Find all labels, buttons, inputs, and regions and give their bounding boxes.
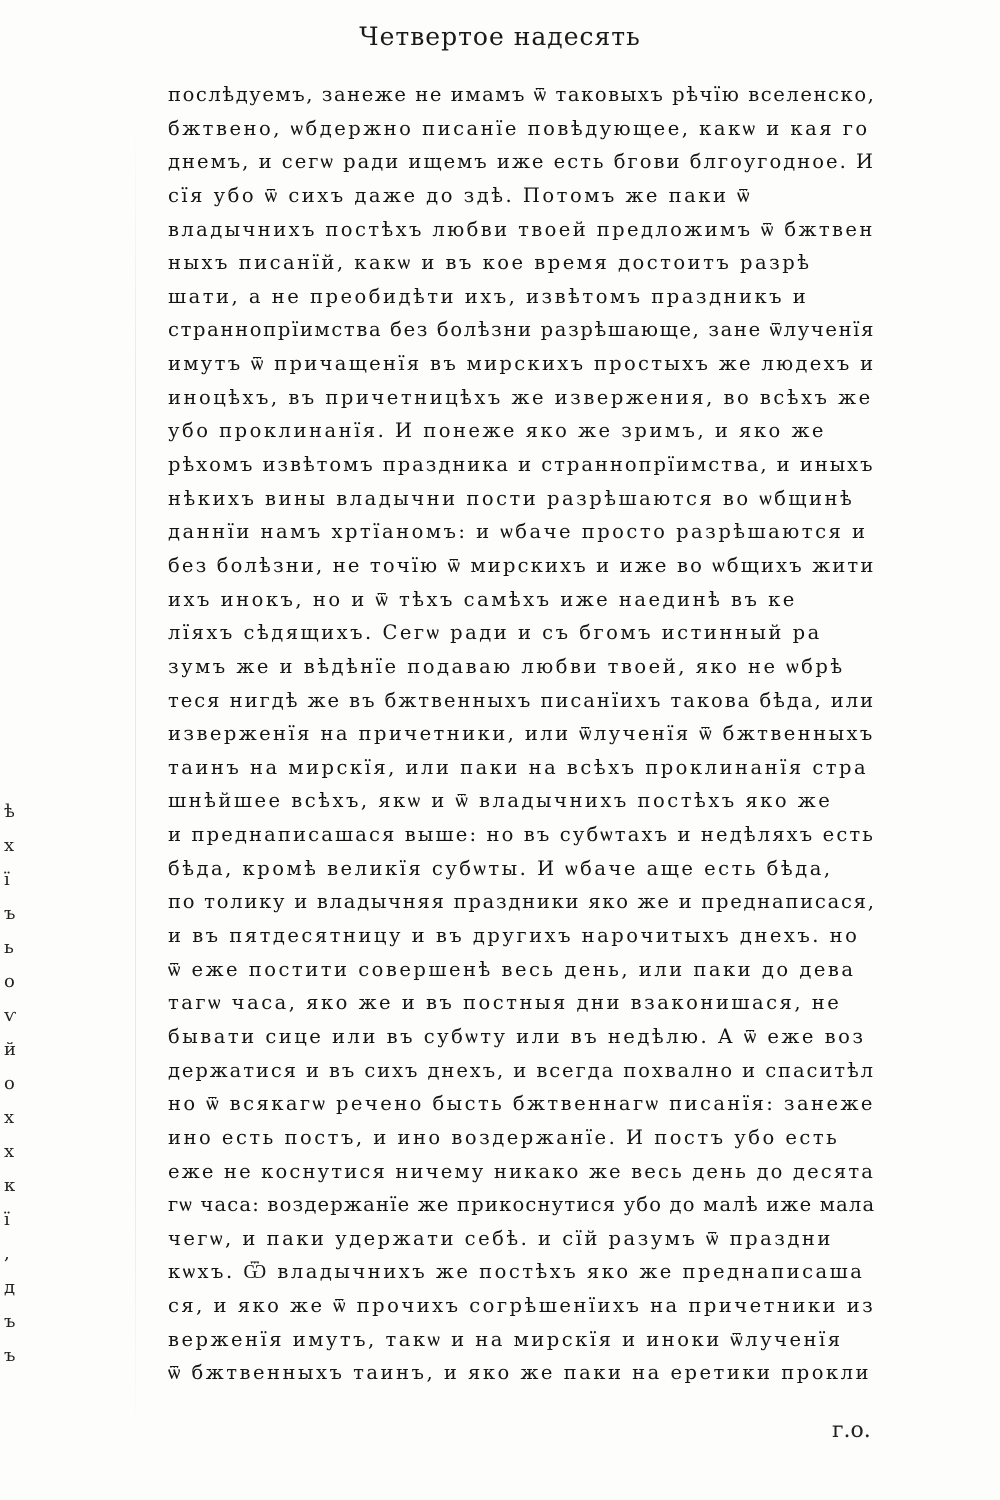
- text-line: нѣкихъ вины владычни пости разрѣшаются во ѡбщинѣ: [168, 486, 855, 510]
- text-line: бѣда, кромѣ великїя субѡты. И ѡбаче аще есть бѣда,: [168, 856, 833, 880]
- text-line: сїя убо ѿ сихъ даже до здѣ. Потомъ же паки ѿ: [168, 183, 753, 207]
- margin-glyph: д: [4, 1277, 16, 1298]
- margin-glyph: й: [4, 1039, 16, 1060]
- running-header: Четвертое надесять: [359, 22, 641, 51]
- text-line: изверженїя на причетники, или ѿлученїя ѿ бжтвенныхъ: [168, 722, 875, 746]
- text-line: кѡхъ. Ѿ владычнихъ же постѣхъ яко же преднаписаша: [168, 1260, 865, 1284]
- text-line: по толику и владычняя праздники яко же и преднаписася,: [168, 890, 876, 914]
- text-line: и преднаписашася выше: но въ субѡтахъ и недѣляхъ есть: [168, 823, 876, 847]
- text-line: гѡ часа: воздержанїе же прикоснутися убо до малѣ иже мала: [168, 1193, 876, 1217]
- text-line: держатися и въ сихъ днехъ, и всегда похвално и спаситѣл: [168, 1058, 875, 1082]
- margin-glyph: ї: [4, 869, 10, 890]
- text-line: зумъ же и вѣдѣнїе подаваю любви твоей, яко не ѡбрѣ: [168, 654, 845, 678]
- margin-glyph: ъ: [4, 1311, 16, 1332]
- margin-glyph: ї: [4, 1209, 10, 1230]
- margin-glyph: о: [4, 1073, 15, 1094]
- text-line: послѣдуемъ, занеже не имамъ ѿ таковыхъ рѣчїю вселенско,: [168, 83, 876, 106]
- text-line: ѿ еже постити совершенѣ весь день, или паки до дева: [168, 957, 856, 981]
- text-line: ихъ инокъ, но и ѿ тѣхъ самѣхъ иже наединѣ въ ке: [168, 587, 797, 611]
- text-line: рѣхомъ извѣтомъ праздника и страннопрїимства, и иныхъ: [168, 453, 875, 477]
- text-line: шнѣйшее всѣхъ, якѡ и ѿ владычнихъ постѣхъ яко же: [168, 789, 833, 813]
- text-line: имутъ ѿ причащенїя въ мирскихъ простыхъ же людехъ и: [168, 352, 876, 376]
- text-line: верженїя имутъ, такѡ и на мирскїя и иноки ѿлученїя: [168, 1327, 843, 1351]
- text-line: владычнихъ постѣхъ любви твоей предложимъ ѿ бжтвен: [168, 217, 875, 241]
- margin-glyph: ъ: [4, 903, 16, 924]
- margin-glyph: ь: [4, 937, 14, 958]
- margin-glyph: х: [4, 1141, 15, 1162]
- main-text-block: [168, 78, 888, 1390]
- margin-glyph: к: [4, 1175, 16, 1196]
- left-margin-fragments: [0, 795, 26, 1373]
- text-line: даннїи намъ хртїаномъ: и ѡбаче просто разрѣшаются и: [168, 520, 868, 544]
- text-line: еже не коснутися ничему никако же весь день до десята: [168, 1159, 876, 1183]
- text-line: таинъ на мирскїя, или паки на всѣхъ проклинанїя стра: [168, 755, 869, 779]
- margin-glyph: ъ: [4, 1345, 16, 1366]
- margin-glyph: х: [4, 1107, 15, 1128]
- margin-glyph: ,: [4, 1243, 10, 1264]
- text-line: ся, и яко же ѿ прочихъ согрѣшенїихъ на причетники из: [168, 1294, 876, 1318]
- margin-glyph: о: [4, 971, 15, 992]
- text-line: иноцѣхъ, въ причетницѣхъ же извержения, во всѣхъ же: [168, 385, 873, 409]
- text-line: ино есть постъ, и ино воздержанїе. И постъ убо есть: [168, 1125, 840, 1149]
- text-line: днемъ, и сегѡ ради ищемъ иже есть бгови блгоугодное. И: [168, 150, 876, 174]
- margin-glyph: х: [4, 835, 15, 856]
- text-line: без болѣзни, не точїю ѿ мирскихъ и иже во ѡбщихъ жити: [168, 553, 876, 577]
- text-line: теся нигдѣ же въ бжтвенныхъ писанїихъ такова бѣда, или: [168, 688, 876, 712]
- margin-glyph: ѵ: [4, 1005, 17, 1026]
- text-line: и въ пятдесятницу и въ другихъ нарочитыхъ днехъ. но: [168, 924, 860, 948]
- text-line: шати, а не преобидѣти ихъ, извѣтомъ праздникъ и: [168, 284, 809, 308]
- text-line: лїяхъ сѣдящихъ. Сегѡ ради и съ бгомъ истинный ра: [168, 621, 822, 645]
- gutter-shadow: [135, 120, 136, 1440]
- text-line: страннопрїимства без болѣзни разрѣшающе, зане ѿлученїя: [168, 318, 876, 342]
- text-line: убо проклинанїя. И понеже яко же зримъ, и яко же: [168, 419, 826, 443]
- text-line: чегѡ, и паки удержати себѣ. и сїй разумъ ѿ праздни: [168, 1226, 833, 1250]
- text-line: ныхъ писанїй, какѡ и въ кое время достоитъ разрѣ: [168, 251, 812, 275]
- text-line: но ѿ всякагѡ речено бысть бжтвеннагѡ писанїя: занеже: [168, 1092, 875, 1116]
- text-line: тагѡ часа, яко же и въ постныя дни взаконишася, не: [168, 991, 842, 1015]
- margin-glyph: ѣ: [4, 801, 15, 822]
- text-line: бжтвено, ѡбдержно писанїе повѣдующее, какѡ и кая го: [168, 116, 870, 140]
- text-line: ѿ бжтвенныхъ таинъ, и яко же паки на еретики прокли: [168, 1361, 872, 1385]
- folio-signature: г.о.: [832, 1418, 871, 1443]
- text-line: бывати сице или въ субѡту или въ недѣлю. А ѿ еже воз: [168, 1024, 866, 1048]
